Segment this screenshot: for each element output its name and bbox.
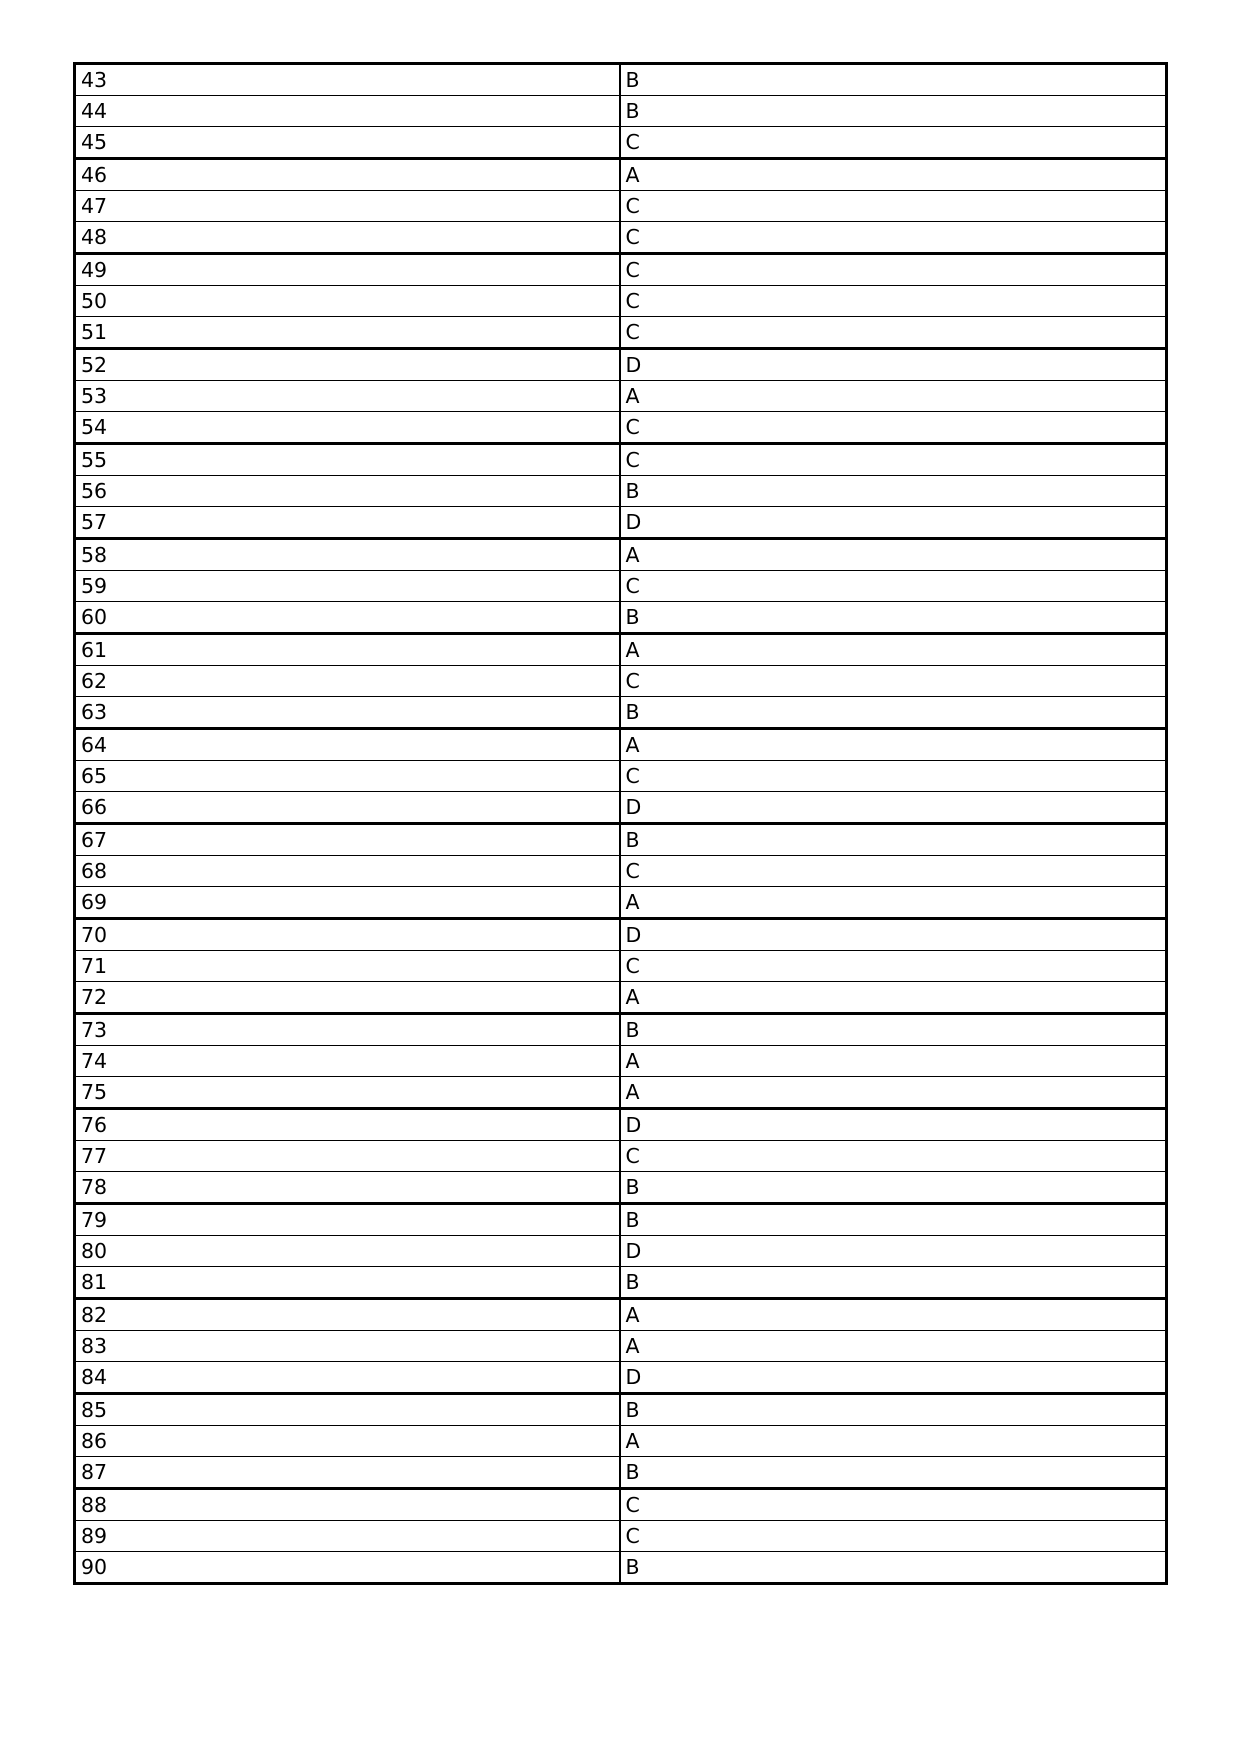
table-row — [75, 824, 1167, 856]
question-number-cell: 45 — [75, 127, 620, 159]
table-row — [75, 127, 1167, 159]
table-row — [75, 1172, 1167, 1204]
table-row — [75, 222, 1167, 254]
question-number-cell: 61 — [75, 634, 620, 666]
question-number-cell: 71 — [75, 951, 620, 982]
question-number-cell: 49 — [75, 254, 620, 286]
answer-option-cell: A — [620, 982, 1167, 1014]
answer-key-table-container — [73, 62, 1165, 1585]
question-number-cell: 78 — [75, 1172, 620, 1204]
question-number-cell: 48 — [75, 222, 620, 254]
question-number-cell: 65 — [75, 761, 620, 792]
table-row — [75, 96, 1167, 127]
table-row — [75, 159, 1167, 191]
table-row — [75, 254, 1167, 286]
question-number-cell: 55 — [75, 444, 620, 476]
answer-option-cell: C — [620, 286, 1167, 317]
answer-option-cell: B — [625, 1554, 640, 1579]
table-row — [75, 887, 1167, 919]
answer-option-cell: C — [620, 1489, 1167, 1521]
table-row — [75, 919, 1167, 951]
answer-option-cell: B — [620, 697, 1167, 729]
table-row — [75, 317, 1167, 349]
answer-option-cell: A — [620, 539, 1167, 571]
question-number-cell: 73 — [75, 1014, 620, 1046]
table-row — [75, 1552, 1167, 1584]
question-number-cell: 46 — [75, 159, 620, 191]
table-row — [75, 1457, 1167, 1489]
answer-key-table — [73, 62, 1168, 1585]
answer-option-cell: B — [620, 1172, 1167, 1204]
table-row — [75, 602, 1167, 634]
question-number-cell: 77 — [75, 1141, 620, 1172]
question-number-cell: 68 — [75, 856, 620, 887]
answer-option-cell: B — [620, 1267, 1167, 1299]
answer-option-cell: C — [620, 444, 1167, 476]
question-number-cell: 70 — [75, 919, 620, 951]
table-row — [75, 1236, 1167, 1267]
table-row — [75, 951, 1167, 982]
answer-option-cell: C — [620, 951, 1167, 982]
answer-option-cell: D — [620, 792, 1167, 824]
table-row — [75, 761, 1167, 792]
table-row — [75, 1109, 1167, 1141]
question-number-cell: 58 — [75, 539, 620, 571]
question-number-cell: 52 — [75, 349, 620, 381]
question-number-cell: 66 — [75, 792, 620, 824]
question-number-cell: 56 — [75, 476, 620, 507]
table-row — [75, 1521, 1167, 1552]
answer-option-cell: D — [620, 507, 1167, 539]
answer-option-cell: C — [620, 254, 1167, 286]
answer-option-cell: B — [620, 1394, 1167, 1426]
question-number-cell: 59 — [75, 571, 620, 602]
table-row — [75, 1267, 1167, 1299]
answer-option-cell: C — [620, 666, 1167, 697]
question-number-cell: 43 — [75, 64, 620, 96]
table-row — [75, 286, 1167, 317]
question-number-cell: 67 — [75, 824, 620, 856]
answer-option-cell: B — [620, 602, 1167, 634]
table-row — [75, 571, 1167, 602]
table-row — [75, 1077, 1167, 1109]
answer-option-cell: A — [620, 1046, 1167, 1077]
question-number-cell: 44 — [75, 96, 620, 127]
answer-option-cell: A — [620, 381, 1167, 412]
answer-option-cell: B — [620, 824, 1167, 856]
answer-option-cell: A — [620, 887, 1167, 919]
question-number-cell: 90 — [75, 1552, 620, 1584]
answer-option-cell: D — [620, 1236, 1167, 1267]
question-number-cell: 79 — [75, 1204, 620, 1236]
answer-option-cell: C — [620, 222, 1167, 254]
answer-option-cell: C — [620, 571, 1167, 602]
answer-option-cell: A — [620, 1299, 1167, 1331]
question-number-cell: 81 — [75, 1267, 620, 1299]
question-number-cell: 53 — [75, 381, 620, 412]
question-number-cell: 62 — [75, 666, 620, 697]
question-number-cell: 57 — [75, 507, 620, 539]
table-row — [75, 476, 1167, 507]
table-row — [75, 539, 1167, 571]
table-row — [75, 666, 1167, 697]
question-number-cell: 86 — [75, 1426, 620, 1457]
table-row — [75, 1426, 1167, 1457]
table-row — [75, 444, 1167, 476]
question-number-cell: 69 — [75, 887, 620, 919]
question-number-cell: 88 — [75, 1489, 620, 1521]
question-number-cell: 87 — [75, 1457, 620, 1489]
answer-option-cell: A — [620, 1077, 1167, 1109]
answer-option-cell: B — [620, 476, 1167, 507]
answer-option-cell: A — [620, 634, 1167, 666]
answer-option-cell: A — [620, 1331, 1167, 1362]
answer-option-cell: B — [620, 1457, 1167, 1489]
table-row — [75, 1394, 1167, 1426]
table-row — [75, 1489, 1167, 1521]
question-number-cell: 54 — [75, 412, 620, 444]
table-row — [75, 64, 1167, 96]
table-row — [75, 856, 1167, 887]
answer-option-cell: D — [620, 1109, 1167, 1141]
answer-option-cell: D — [620, 919, 1167, 951]
question-number-cell: 60 — [75, 602, 620, 634]
question-number-cell: 63 — [75, 697, 620, 729]
question-number-cell: 75 — [75, 1077, 620, 1109]
question-number-cell: 82 — [75, 1299, 620, 1331]
answer-option-cell: B — [620, 1014, 1167, 1046]
answer-option-cell: C — [620, 761, 1167, 792]
table-row — [75, 1362, 1167, 1394]
answer-option-cell: C — [620, 317, 1167, 349]
question-number-cell: 89 — [75, 1521, 620, 1552]
question-number-cell: 74 — [75, 1046, 620, 1077]
question-number-cell: 76 — [75, 1109, 620, 1141]
table-row — [75, 792, 1167, 824]
answer-option-cell: C — [620, 856, 1167, 887]
question-number-cell: 72 — [75, 982, 620, 1014]
answer-option-cell: C — [620, 1141, 1167, 1172]
table-row — [75, 381, 1167, 412]
table-row — [75, 1141, 1167, 1172]
answer-option-cell: D — [620, 349, 1167, 381]
table-row — [75, 1014, 1167, 1046]
table-row — [75, 982, 1167, 1014]
answer-option-cell: B — [620, 64, 1167, 96]
answer-option-cell: A — [620, 729, 1167, 761]
table-row — [75, 349, 1167, 381]
question-number-cell: 51 — [75, 317, 620, 349]
question-number-cell: 80 — [75, 1236, 620, 1267]
table-row — [75, 507, 1167, 539]
answer-key-table-body — [75, 64, 1167, 1584]
question-number-cell: 50 — [75, 286, 620, 317]
table-row — [75, 412, 1167, 444]
question-number-cell: 83 — [75, 1331, 620, 1362]
table-row — [75, 1046, 1167, 1077]
answer-option-cell: C — [620, 1521, 1167, 1552]
question-number-cell: 85 — [75, 1394, 620, 1426]
question-number-cell: 47 — [75, 191, 620, 222]
table-row — [75, 191, 1167, 222]
answer-option-cell: A — [620, 1426, 1167, 1457]
table-row — [75, 697, 1167, 729]
table-row — [75, 634, 1167, 666]
table-row — [75, 1331, 1167, 1362]
answer-option-cell: B — [620, 1204, 1167, 1236]
table-row — [75, 1204, 1167, 1236]
answer-option-cell: C — [620, 412, 1167, 444]
answer-option-cell: C — [620, 127, 1167, 159]
answer-option-cell: A — [620, 159, 1167, 191]
table-row — [75, 729, 1167, 761]
question-number-cell: 84 — [75, 1362, 620, 1394]
answer-option-cell: D — [620, 1362, 1167, 1394]
table-row — [75, 1299, 1167, 1331]
answer-option-cell: B — [620, 96, 1167, 127]
question-number-cell: 64 — [75, 729, 620, 761]
answer-option-cell: C — [620, 191, 1167, 222]
